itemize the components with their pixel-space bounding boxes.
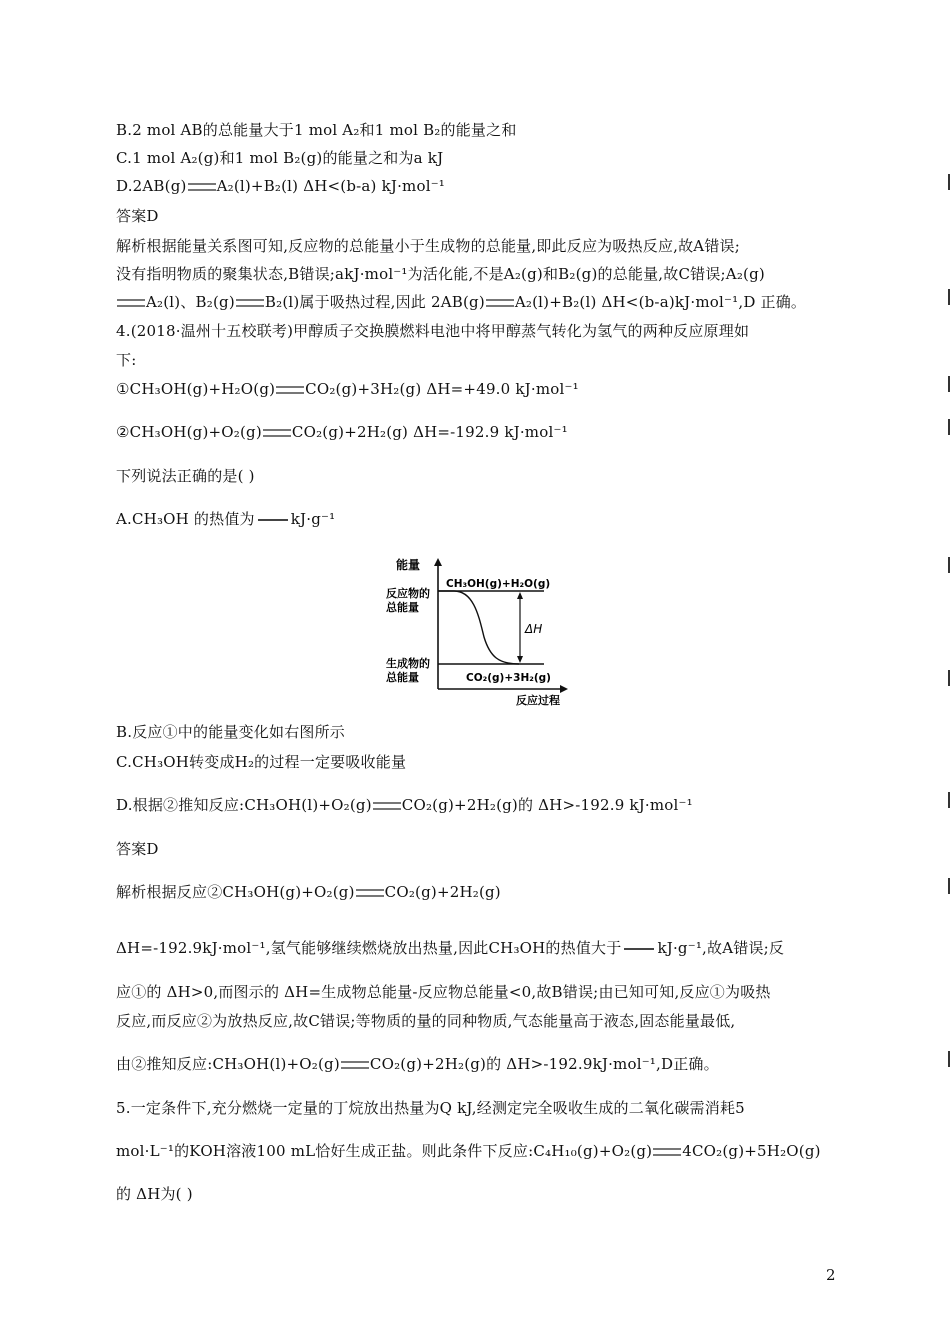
equals-sign (341, 1061, 369, 1069)
equals-sign (263, 429, 291, 437)
text-seg: O₂(g) (611, 1142, 653, 1160)
analysis-line (116, 292, 806, 312)
y-axis-arrow (434, 558, 442, 566)
equals-sign (373, 802, 401, 810)
answer-line: 答案D (116, 207, 159, 225)
reaction-2-line (116, 422, 568, 442)
equals-sign (117, 299, 145, 307)
analysis-line (116, 938, 784, 958)
text-seg: 4CO₂(g)+5H₂O(g) (682, 1142, 821, 1160)
reactant-label: 总能量 (386, 601, 419, 614)
text-seg: O₂(g) (221, 423, 262, 441)
analysis-line (116, 1054, 719, 1074)
text-seg: ②CH₃OH(g)+ (116, 423, 222, 441)
question-5-line: 的 ΔH为( ) (116, 1185, 193, 1203)
text-seg: O₂(g) (299, 1055, 340, 1073)
delta-h-label: ΔH (525, 622, 543, 636)
option-c-line: C.1 mol A₂(g)和1 mol B₂(g)的能量之和为a kJ (116, 149, 444, 167)
question-5-line (116, 1141, 821, 1161)
delta-h-arrowhead-bottom (517, 656, 523, 663)
equals-sign (356, 889, 384, 897)
product-label: 生成物的 (386, 657, 430, 670)
equals-sign (188, 183, 216, 191)
question-4-title: 4.(2018·温州十五校联考)甲醇质子交换膜燃料电池中将甲醇蒸气转化为氢气的两种反应原理如 (116, 322, 750, 340)
answer-line: 答案D (116, 840, 159, 858)
question-5-line: 5.一定条件下,充分燃烧一定量的丁烷放出热量为Q kJ,经测定完全吸收生成的二氧化碳需消耗5 (116, 1099, 745, 1117)
fraction-bar (258, 519, 288, 521)
text-seg: CO₂(g)+2H₂(g)的 ΔH>-192.9kJ·mol⁻¹,D正确。 (369, 1055, 719, 1073)
reactant-label: 反应物的 (386, 587, 430, 600)
equals-sign (276, 386, 304, 394)
energy-curve (438, 591, 519, 664)
reaction-1-line (116, 379, 579, 399)
page-number: 2 (826, 1266, 836, 1284)
product-formula: CO₂(g)+3H₂(g) (466, 672, 551, 684)
analysis-line: 应①的 ΔH>0,而图示的 ΔH=生成物总能量-反应物总能量<0,故B错误;由已知可知,反应①为吸热 (116, 983, 771, 1001)
text-seg: CO₂(g)+3H₂(g) ΔH=+49.0 kJ·mol⁻¹ (305, 380, 579, 398)
x-axis-label: 反应过程 (516, 694, 560, 707)
text-seg: A₂(l)+B₂(l) ΔH<(b-a)kJ·mol⁻¹,D 正确。 (514, 293, 807, 311)
option-a-line (116, 509, 335, 529)
text-seg: mol·L⁻¹的KOH溶液100 mL恰好生成正盐。则此条件下反应:C₄H₁₀(g)+ (116, 1142, 612, 1160)
energy-diagram (384, 557, 569, 707)
text-seg: ΔH=-192.9kJ·mol⁻¹,氢气能够继续燃烧放出热量,因此CH₃OH的热值大于 (116, 939, 622, 957)
question-4-title-cont: 下: (116, 351, 137, 369)
option-d-line (116, 176, 445, 196)
text-seg: A₂(l)+B₂(l) ΔH<(b-a) kJ·mol⁻¹ (216, 177, 446, 195)
analysis-line (116, 882, 501, 902)
equals-sign (236, 299, 264, 307)
text-seg: 由②推知反应:CH₃OH(l)+ (116, 1055, 300, 1073)
product-label: 总能量 (386, 671, 419, 684)
text-seg: O₂(g) (331, 796, 372, 814)
text-seg: O₂(g) (314, 883, 355, 901)
y-axis-label: 能量 (396, 558, 421, 572)
option-b-line: B.反应①中的能量变化如右图所示 (116, 723, 345, 741)
text-seg: ①CH₃OH(g)+H₂O(g) (116, 380, 276, 398)
text-seg: CO₂(g)+2H₂(g)的 ΔH>-192.9 kJ·mol⁻¹ (401, 796, 693, 814)
fraction-bar (624, 948, 654, 950)
analysis-line: 反应,而反应②为放热反应,故C错误;等物质的量的同种物质,气态能量高于液态,固态能量最低, (116, 1012, 736, 1030)
analysis-line: 没有指明物质的聚集状态,B错误;akJ·mol⁻¹为活化能,不是A₂(g)和B₂(g)的总能量,故C错误;A₂(g) (116, 265, 765, 283)
text-seg: CO₂(g)+2H₂(g) (384, 883, 501, 901)
text-seg: D.根据②推知反应:CH₃OH(l)+ (116, 796, 332, 814)
text-seg: 解析根据反应②CH₃OH(g)+ (116, 883, 315, 901)
text-seg: kJ·g⁻¹,故A错误;反 (657, 939, 785, 957)
text-seg: B₂(l)属于吸热过程,因此 2AB(g) (264, 293, 485, 311)
equals-sign (486, 299, 514, 307)
option-c-line: C.CH₃OH转变成H₂的过程一定要吸收能量 (116, 753, 407, 771)
x-axis-arrow (560, 685, 568, 693)
option-b-line: B.2 mol AB的总能量大于1 mol A₂和1 mol B₂的能量之和 (116, 121, 517, 139)
text-seg: kJ·g⁻¹ (290, 510, 336, 528)
reactant-formula: CH₃OH(g)+H₂O(g) (446, 578, 551, 590)
question-prompt: 下列说法正确的是( ) (116, 467, 255, 485)
equals-sign (653, 1148, 681, 1156)
option-d-line (116, 795, 693, 815)
analysis-line: 解析根据能量关系图可知,反应物的总能量小于生成物的总能量,即此反应为吸热反应,故A错误; (116, 237, 740, 255)
text-seg: CO₂(g)+2H₂(g) ΔH=-192.9 kJ·mol⁻¹ (291, 423, 568, 441)
text-seg: A.CH₃OH 的热值为 (116, 510, 255, 528)
text-seg: D.2AB(g) (116, 177, 187, 195)
delta-h-arrowhead-top (517, 592, 523, 599)
text-seg: A₂(l)、B₂(g) (146, 293, 235, 311)
